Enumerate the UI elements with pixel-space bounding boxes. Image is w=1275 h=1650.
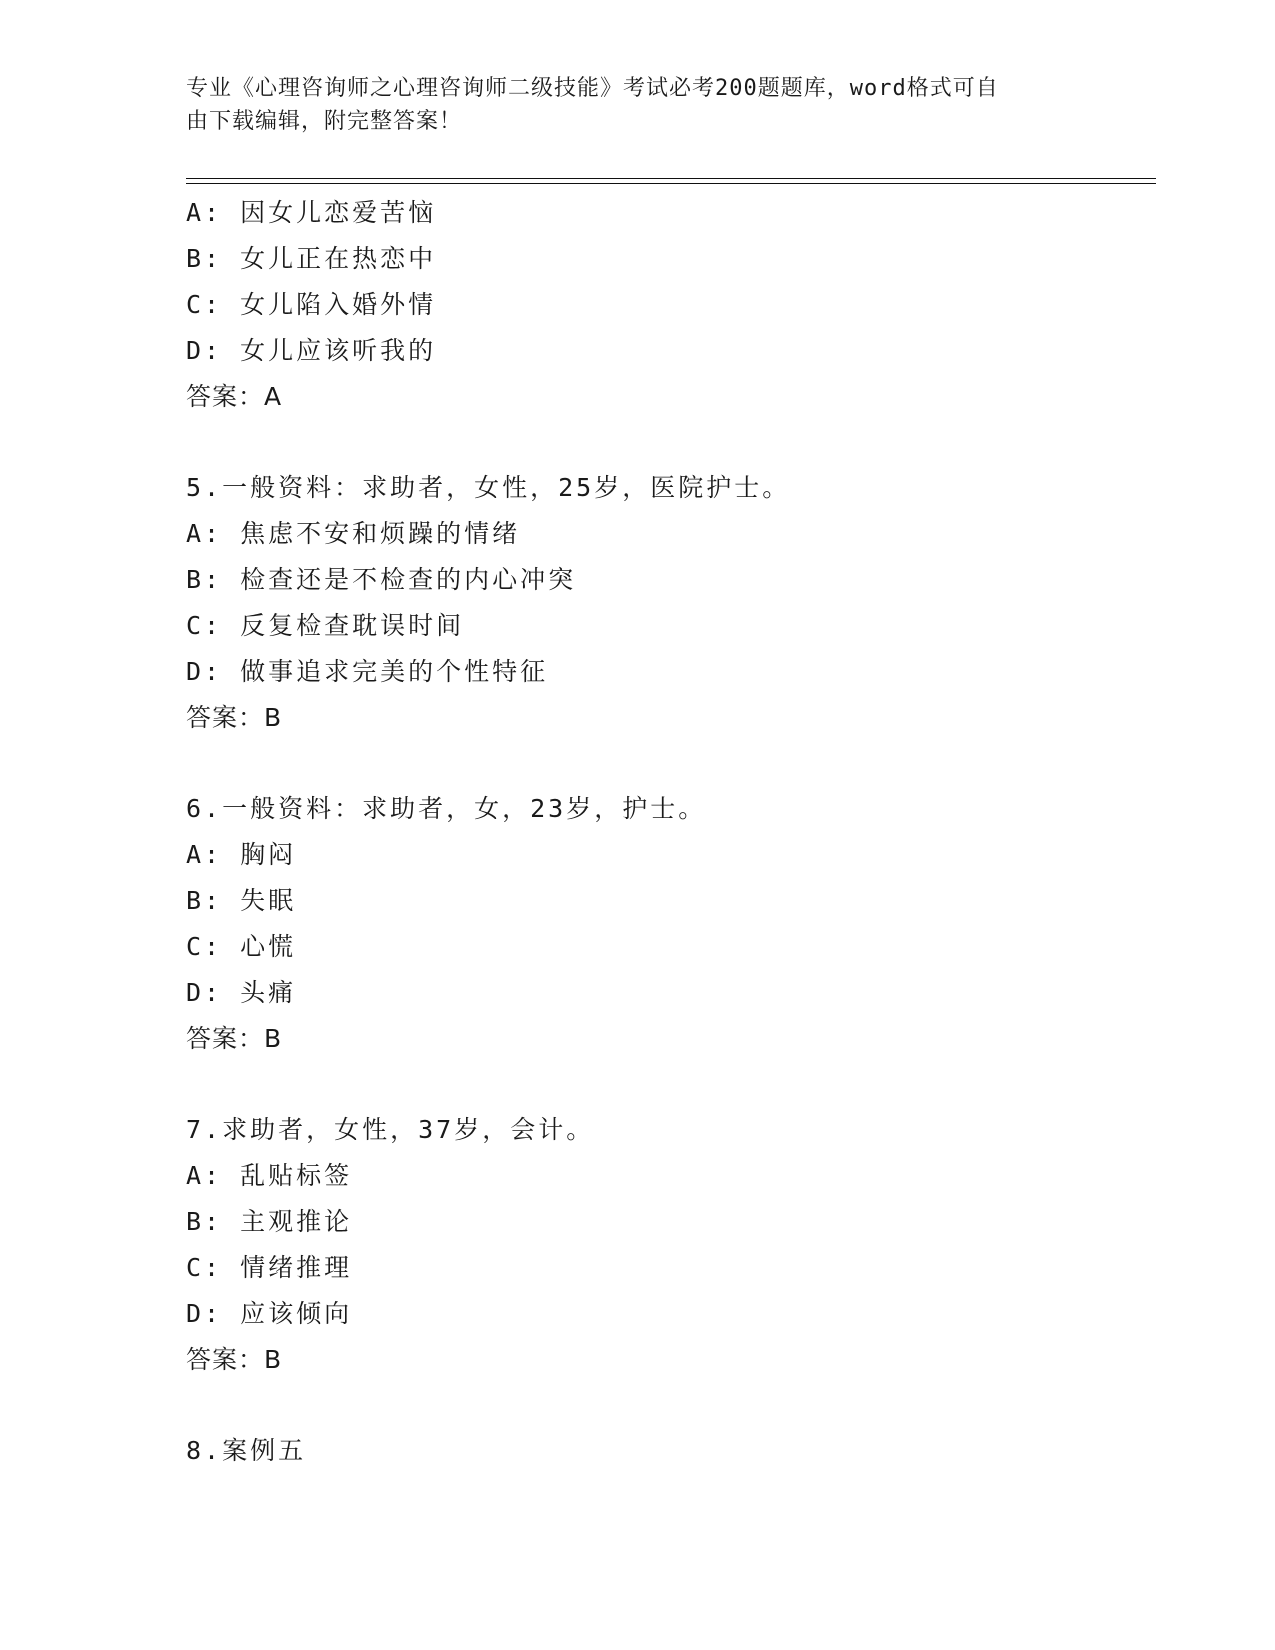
option-c: C: 女儿陷入婚外情: [186, 290, 437, 319]
spacer: [186, 420, 1146, 465]
answer-label: 答案：B: [186, 1345, 283, 1374]
option-a: A: 焦虑不安和烦躁的情绪: [186, 519, 521, 548]
option-b: B: 女儿正在热恋中: [186, 244, 437, 273]
question-block-5: [186, 465, 1146, 741]
option-b: B: 失眠: [186, 886, 297, 915]
answer-label: 答案：A: [186, 382, 283, 411]
answer-label: 答案：B: [186, 1024, 283, 1053]
question-stem: 6.一般资料：求助者，女，23岁，护士。: [186, 794, 707, 823]
spacer: [186, 741, 1146, 786]
option-a: A: 胸闷: [186, 840, 297, 869]
question-stem: 7.求助者，女性，37岁，会计。: [186, 1115, 595, 1144]
header-divider-bottom: [186, 183, 1156, 184]
question-stem: 5.一般资料：求助者，女性，25岁，医院护士。: [186, 473, 791, 502]
option-a: A: 乱贴标签: [186, 1161, 353, 1190]
question-block-6: [186, 786, 1146, 1062]
option-b: B: 检查还是不检查的内心冲突: [186, 565, 577, 594]
option-c: C: 心慌: [186, 932, 297, 961]
question-list: [186, 190, 1146, 1474]
answer-label: 答案：B: [186, 703, 283, 732]
question-block-8: [186, 1428, 1146, 1474]
option-c: C: 情绪推理: [186, 1253, 353, 1282]
document-header: [186, 72, 1086, 138]
option-d: D: 头痛: [186, 978, 297, 1007]
question-block-4: [186, 190, 1146, 420]
option-d: D: 应该倾向: [186, 1299, 353, 1328]
header-line-2: 由下载编辑，附完整答案！: [186, 109, 463, 134]
spacer: [186, 1062, 1146, 1107]
question-stem: 8.案例五: [186, 1436, 307, 1465]
option-c: C: 反复检查耽误时间: [186, 611, 465, 640]
option-d: D: 做事追求完美的个性特征: [186, 657, 549, 686]
option-a: A: 因女儿恋爱苦恼: [186, 198, 437, 227]
option-d: D: 女儿应该听我的: [186, 336, 437, 365]
question-block-7: [186, 1107, 1146, 1383]
header-divider-top: [186, 178, 1156, 179]
option-b: B: 主观推论: [186, 1207, 353, 1236]
header-line-1: 专业《心理咨询师之心理咨询师二级技能》考试必考200题题库，word格式可自: [186, 76, 999, 101]
spacer: [186, 1383, 1146, 1428]
